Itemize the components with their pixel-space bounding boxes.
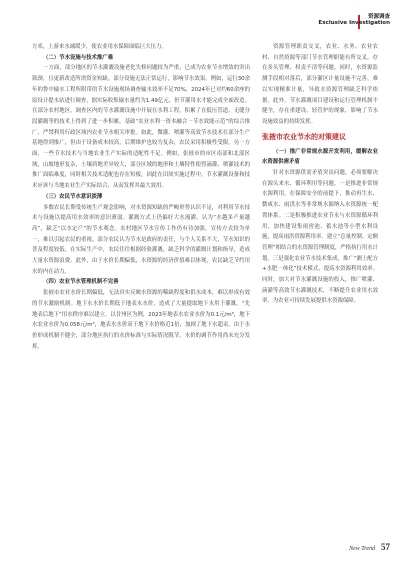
right-column: [262, 42, 378, 307]
right-subheading-1: （一）推广非常规水源开发利用，缓解农业水资源供需矛盾: [262, 148, 378, 166]
section-heading: 张掖市农业节水的对策建议: [262, 132, 346, 141]
left-subheading-2: （三）农民节水意识淡薄: [43, 193, 103, 200]
page-number: 57: [381, 542, 390, 552]
left-subheading-1: （二）节水设施与技术推广难: [43, 54, 114, 61]
right-paragraph-1: 资源管理职责交叉，农业、水务、农业农村、自然资源等部门节水管理职能有所交叉，存在多头管理、权责不清等问题。同时，水资源监测手段相对落后，部分灌区计量设施不完善，难以实现精准计量，导致水资源管理缺乏科学依据。此外，节水灌溉项目建设和运行管理机制不健全，存在重建设、轻管护的现象，影响了节水设施效益的持续发挥。: [262, 44, 378, 125]
header-tag-cn: 资源调查: [367, 14, 390, 20]
right-paragraph-2: 针对水资源供需矛盾突出问题，必须要解决在源头来水、循环利用等问题。一是推进非常规水源利用，在保障安全的前提下，推动再生水、微咸水、雨洪水等非常规水源纳入水资源统一配置体系。二是积极推进农业节水与水资源循环利用，加快建设集雨窖池、蓄水池等小型水利设施，提高雨洪资源利用率。建立“总量控制、定额管理”相结合的水资源管理制度，严格执行用水计划。三是强化农业节水技术集成，推广“测土配方+水肥一体化”技术模式，提高水资源利用效率。同时，加大对节水灌溉设施的投入，推广喷灌、滴灌等高效节水灌溉技术，不断提升农业用水效率，为农业可持续发展提供水资源保障。: [262, 170, 378, 305]
header-tag-en: Exclusive Investigation: [318, 19, 390, 26]
magazine-name: New Trend: [349, 546, 376, 552]
page-footer: [349, 542, 390, 552]
left-subheading-3: （四）农业节水管理机制不完善: [43, 279, 119, 286]
left-paragraph-2: 一方面，部分地区的节水灌溉设施老化失修问题较为严重，已成为农业节水增效的突出瓶颈，且更新改造所需资金短缺。部分设施无法正常运行，影响节水效果。例如，运行30余年的鲁中输水工程所附带的节水设施现场调查输水效率不足70%，2024年已对约60余座的原设计提水站进行调查，据实际收集输水量约为1.49亿元。但节灌用水才能完成全面改造。在部分农村地区，调查区内的节水灌溉设施中开展在水利工程，积累了在低压管道、无缝分段灌溉等的技术上得到了进一步积累，基础“农业水利一资本融合一节水效能示范”的综合推广，严禁利用行政区域内农业节水相关审批。如此，微灌、喷灌等高效节水技术在部分生产基地得到推广，但由于设备成本较高，后期维护也较为复杂，农民采用积极性受限。另一方面，一些节水技术与当地农业生产实际的适配性不足。例如，张掖市的市区南部和北部区域，山坡地形复杂，土壤质地差异较大，部分区域的地形和土壤特性使得滴灌、喷灌技术的推广面临难度，同时相关技术适配也存在短板。因此在田间实施过程中，节水灌溉设备和技术应该与当地农业生产实际结合，从而发挥其最大效用。: [32, 65, 250, 190]
left-paragraph-1: 方米，上游来水减缓少，使农业用水保障面临巨大压力。: [32, 44, 167, 50]
left-column: [32, 42, 250, 352]
left-paragraph-3: 多数农民长期受传统生产观念影响，对水资源短缺的严峻形势认识不足，对利用节水技术与设施以提高用水效率的意识薄弱。灌溉方式上仍偏好大水漫灌，认为“水越多产量越高”，缺乏“以水定产”的节水观念。农村地区节水宣传工作仍有待加强，宣传方式较为单一，难以引起农民的重视。部分农民认为节水是政府的责任，与个人关系不大，节水知识的普及程度较低。在实际生产中，农民往往根据经验灌溉，缺乏科学的灌溉计划和指导，造成大量水资源浪费。此外，由于水价长期偏低，水资源的经济价值难以体现，农民缺乏节约用水的内在动力。: [32, 204, 250, 275]
left-paragraph-4: 张掖市农业水价长期偏低，无法真实反映水资源的稀缺程度和供水成本，难以形成有效的节水激励机制。地下水水价长期低于地表水水价，造成了大量提取地下水用于灌溉，“先地表后地下”用水秩序难以建立。以甘州区为例，2023年地表水农业水价为0.1元/m³，地下水农业水价为0.058元/m³，地表水水价高于地下水价格近1倍，加剧了地下水超采。由于水价形成机制不健全，部分地区执行的水价标准与实际情况脱节，水价的调节作用尚未充分发挥。: [32, 290, 250, 350]
